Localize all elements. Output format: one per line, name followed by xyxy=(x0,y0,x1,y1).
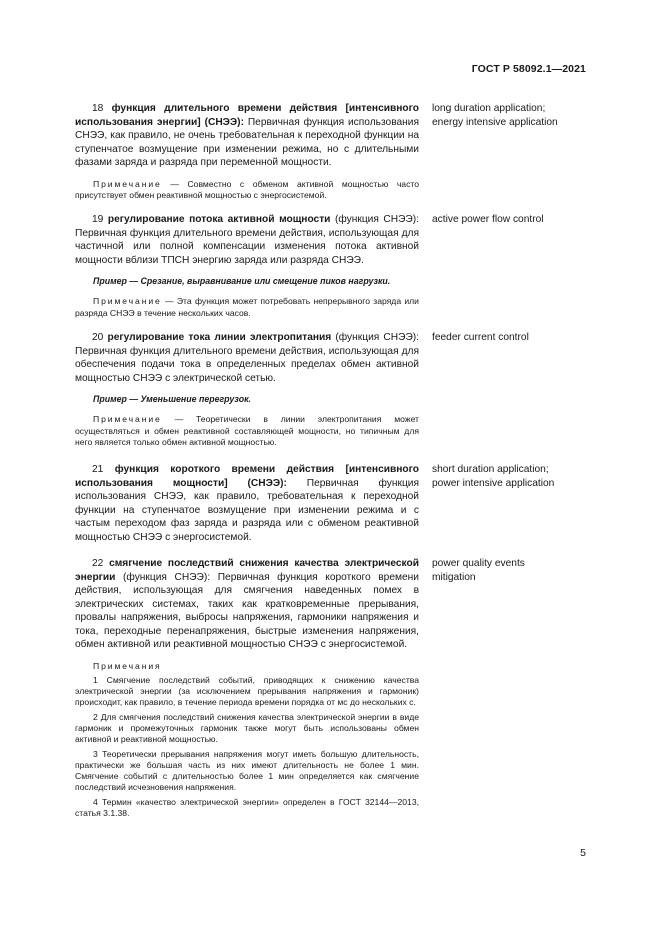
english-term-20: feeder current control xyxy=(432,332,529,343)
example-20: Пример — Уменьшение перегрузок. xyxy=(93,394,251,404)
term-title: регулирование тока линии электропитания xyxy=(107,332,332,343)
example-19: Пример — Срезание, выравнивание или смещение пиков нагрузки. xyxy=(93,276,391,286)
document-header: ГОСТ Р 58092.1—2021 xyxy=(471,63,586,75)
term-entry-19 xyxy=(75,213,419,319)
note-item-2: 2 Для смягчения последствий снижения качества электрической энергии в виде гармоник и промежуточных гармоник также могут быть использованы обмен активной и реактивной мощностью. xyxy=(75,711,419,745)
notes-22 xyxy=(75,661,419,820)
note-label: Примечание xyxy=(93,178,162,189)
note-item-1: 1 Смягчение последствий событий, приводящих к снижению качества электрической энергии (за исключением прерывания напряжения и гармоник) происходит, как правило, в течение периода времени порядка от мс до нескольких с. xyxy=(75,674,419,708)
term-number: 22 xyxy=(92,558,104,569)
term-qualifier: (функция СНЭЭ): xyxy=(115,571,211,583)
notes-label: Примечания xyxy=(93,660,162,671)
term-qualifier: (функция СНЭЭ): xyxy=(330,214,419,225)
definition-18 xyxy=(75,102,419,170)
definition-22 xyxy=(75,557,419,652)
term-title: функция короткого времени действия [интенсивного использования мощности] (СНЭЭ): xyxy=(75,464,419,489)
term-number: 20 xyxy=(92,332,104,343)
term-number: 19 xyxy=(92,214,104,225)
term-entry-18 xyxy=(75,102,419,201)
note-18 xyxy=(75,179,419,202)
english-term-22: power quality events mitigation xyxy=(432,558,525,583)
term-qualifier: (функция СНЭЭ): xyxy=(331,332,419,343)
note-20 xyxy=(75,414,419,448)
note-19 xyxy=(75,296,419,319)
term-title: функция длительного времени действия [интенсивного использования энергии] (СНЭЭ): xyxy=(75,103,419,128)
term-title: регулирование потока активной мощности xyxy=(107,214,331,225)
note-text: — Совместно с обменом активной мощностью часто присутствует обмен реактивной мощностью с энергосистемой. xyxy=(75,178,419,200)
term-definition: Первичная функция использования СНЭЭ, как правило, требовательная к переходной функции на ступенчатое возмущение при изменении режима и с частым переходом фаз заряда и разряда или с обменом реактивной мощностью СНЭЭ с энергосистемой. xyxy=(75,477,419,543)
term-entry-21 xyxy=(75,463,419,544)
definition-19 xyxy=(75,213,419,267)
note-label: Примечание xyxy=(93,414,162,425)
english-term-21: short duration application; power intensive application xyxy=(432,464,555,489)
term-definition: Первичная функция длительного времени действия, использующая для обеспечения подачи тока в определенных пределах обмен активной мощностью СНЭЭ с электрической сетью. xyxy=(75,345,419,384)
note-text: — Эта функция может потребовать непрерывного заряда или разряда СНЭЭ в течение нескольких часов. xyxy=(75,296,419,318)
term-entry-20 xyxy=(75,331,419,449)
english-term-18: long duration application; energy intensive application xyxy=(432,103,558,128)
term-definition: Первичная функция короткого времени действия, использующая для смягчения наведенных помех в электрических системах, таких как кратковременные прерывания, провалы напряжения, выбросы напряжения, гармоники напряжения и тока, переходные перенапряжения, быстрые изменения напряжения, обмен активной или реактивной мощностью СНЭЭ с энергосистемой. xyxy=(75,571,419,650)
term-title: смягчение последствий снижения качества электрической энергии xyxy=(75,558,419,583)
page-number: 5 xyxy=(580,847,586,859)
term-definition: Первичная функция длительного времени действия, использующая для частичной или полной компенсации изменения потока активной мощности вблизи ТПСН энергию заряда или разряда СНЭЭ. xyxy=(75,227,419,266)
term-definition: Первичная функция использования СНЭЭ, как правило, не очень требовательная к переходной функции на ступенчатое возмущение при изменении режима, но с длительными фазами заряда и разряда при переменной мощности. xyxy=(75,116,419,168)
note-label: Примечание xyxy=(93,296,162,307)
english-term-19: active power flow control xyxy=(432,214,544,225)
note-item-3: 3 Теоретически прерывания напряжения могут иметь большую длительность, практически же большая часть из них имеют длительность не более 1 мин. Смягчение событий с длительностью более 1 мин определяется как смягчение последствий исчезновения напряжения. xyxy=(75,748,419,793)
term-number: 18 xyxy=(92,103,104,114)
definition-21 xyxy=(75,463,419,544)
definition-20 xyxy=(75,331,419,385)
note-item-4: 4 Термин «качество электрической энергии» определен в ГОСТ 32144—2013, статья 3.1.38. xyxy=(75,796,419,819)
term-number: 21 xyxy=(92,464,104,475)
term-entry-22 xyxy=(75,557,419,819)
note-text: — Теоретически в линии электропитания может осуществляться и обмен реактивной составляющей мощности, но типичным для него является только обмен активной мощностью. xyxy=(75,414,419,448)
